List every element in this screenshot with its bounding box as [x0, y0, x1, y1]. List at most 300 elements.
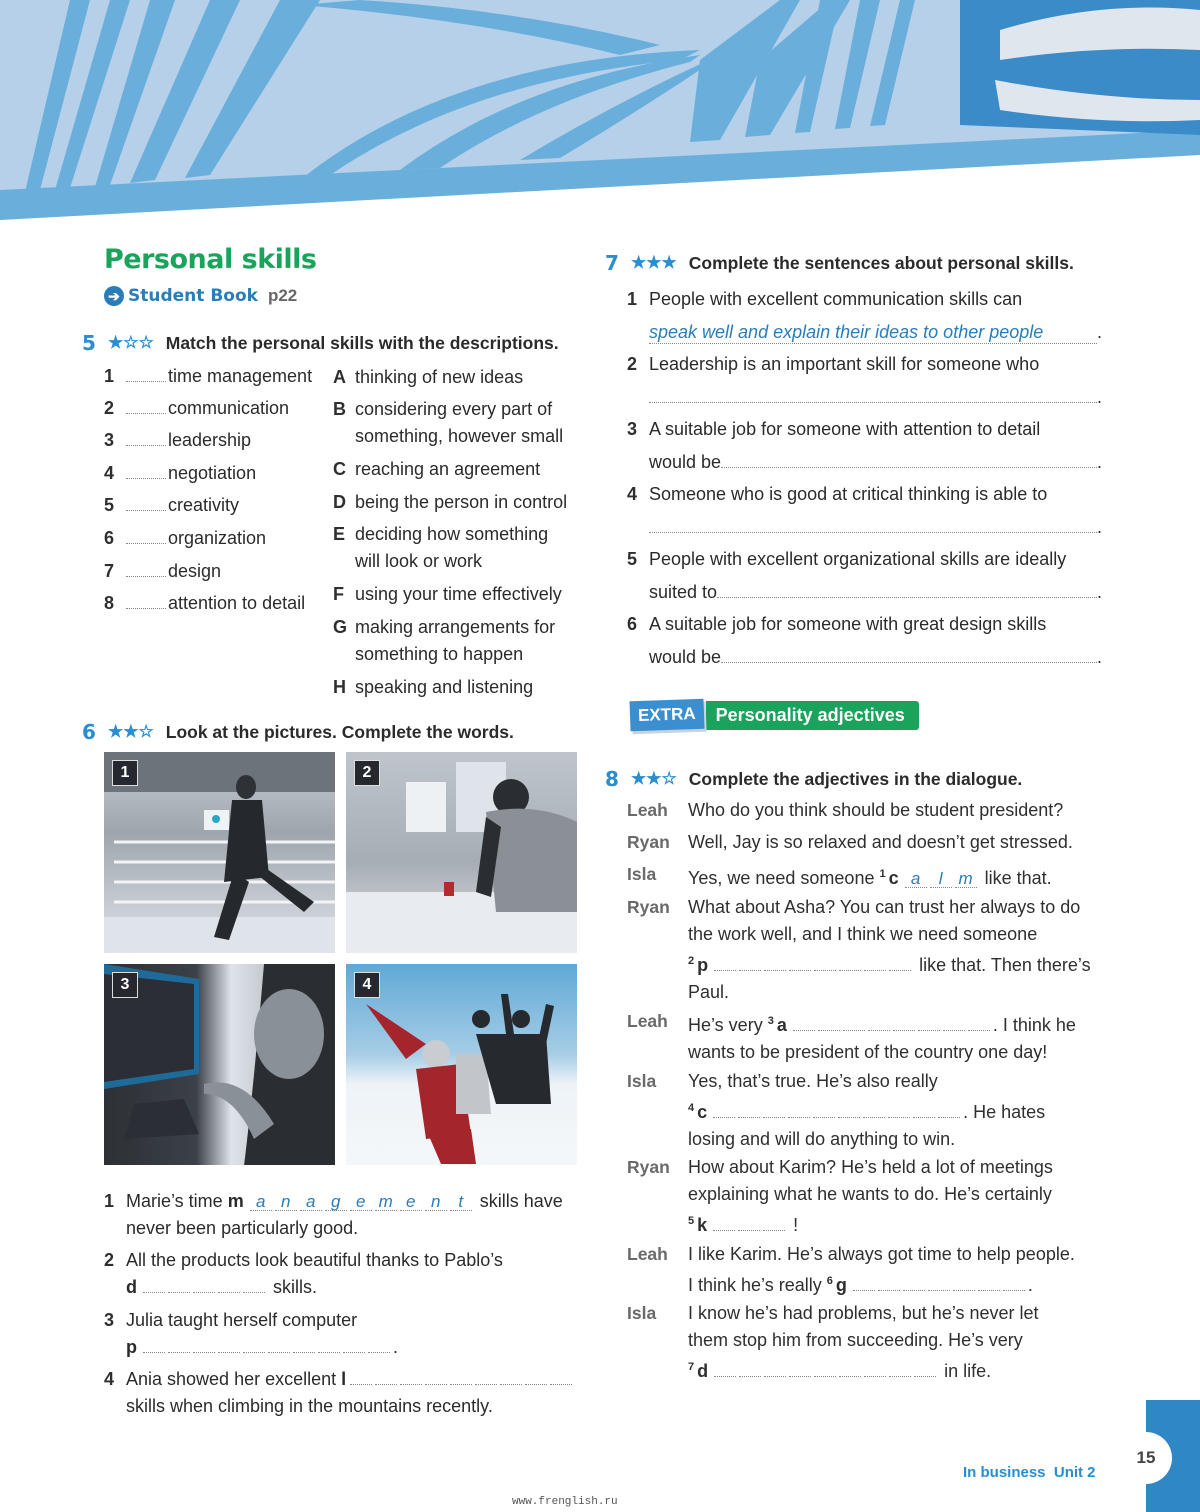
gap-number: 3	[767, 1015, 774, 1027]
extra-section-banner	[630, 700, 919, 730]
answer-letter: a	[905, 871, 927, 888]
description-line: making arrangements for	[355, 617, 556, 637]
letter-blank[interactable]	[218, 1352, 240, 1353]
end-punctuation: .	[1096, 322, 1102, 342]
answer-blank[interactable]	[126, 575, 166, 577]
answer-line[interactable]	[721, 467, 1097, 468]
letter-blank[interactable]	[714, 970, 736, 971]
photo-number-tag: 3	[112, 972, 138, 998]
letter-blank[interactable]	[218, 1292, 240, 1293]
letter-blank[interactable]	[525, 1384, 547, 1385]
star-empty-icon: ☆	[138, 333, 154, 352]
gap-number: 6	[826, 1275, 833, 1287]
dialogue-line	[688, 829, 1108, 856]
answer-blank[interactable]	[126, 477, 166, 479]
answer-letter: n	[425, 1194, 447, 1211]
gap-number: 1	[879, 868, 886, 880]
description-text	[355, 489, 567, 516]
speaker-name: Isla	[627, 864, 657, 884]
photo-number-tag: 1	[112, 760, 138, 786]
difficulty-stars	[631, 770, 677, 788]
star-filled-icon: ★	[631, 769, 647, 788]
description-line: using your time effectively	[355, 584, 562, 604]
description-text	[355, 614, 555, 668]
letter-blank[interactable]	[913, 1117, 935, 1118]
letter-blank[interactable]	[839, 1376, 861, 1377]
letter-blank[interactable]	[788, 1117, 810, 1118]
description-letter: A	[333, 367, 346, 387]
description-letter: B	[333, 399, 346, 419]
letter-blank[interactable]	[953, 1290, 975, 1291]
description-line: something to happen	[355, 644, 524, 664]
skill-item	[104, 561, 221, 582]
item-number: 4	[104, 463, 115, 483]
letter-blank[interactable]	[888, 1117, 910, 1118]
description-letter: D	[333, 492, 346, 512]
description-item	[333, 396, 563, 450]
photo-designer	[346, 752, 577, 953]
sentence-item	[627, 413, 1102, 479]
page-number: 15	[1120, 1432, 1172, 1484]
letter-blank[interactable]	[168, 1292, 190, 1293]
dialogue-text: I like Karim. He’s always got time to help people.	[688, 1244, 1075, 1264]
word-item	[104, 1366, 575, 1420]
description-text	[355, 396, 563, 450]
skill-text: negotiation	[168, 463, 257, 483]
letter-blank[interactable]	[764, 1376, 786, 1377]
letter-blank[interactable]	[350, 1384, 372, 1385]
description-line: being the person in control	[355, 492, 568, 512]
answer-blank[interactable]	[126, 412, 166, 414]
letter-blank[interactable]	[978, 1290, 1000, 1291]
sample-answer: speak well and explain their ideas to other people	[649, 322, 1044, 342]
sentence-text: A suitable job for someone with great design skills	[649, 614, 1047, 634]
letter-blank[interactable]	[243, 1352, 265, 1353]
skill-item	[104, 366, 312, 387]
answer-letter: e	[350, 1194, 372, 1211]
description-item	[333, 364, 523, 391]
letter-blank[interactable]	[864, 1376, 886, 1377]
letter-blank[interactable]	[143, 1352, 165, 1353]
sentence-item	[627, 543, 1102, 609]
dialogue-text: .	[1027, 1275, 1033, 1295]
first-letter: p	[697, 955, 709, 975]
answer-blank[interactable]	[126, 542, 166, 544]
item-number: 5	[104, 495, 115, 515]
letter-blank[interactable]	[1003, 1290, 1025, 1291]
gap-number: 7	[688, 1361, 695, 1373]
item-number: 1	[104, 366, 115, 386]
letter-blank[interactable]	[500, 1384, 522, 1385]
item-number: 5	[627, 549, 638, 569]
dialogue-text: I know he’s had problems, but he’s never let	[688, 1303, 1039, 1323]
letter-blank[interactable]	[863, 1117, 885, 1118]
dialogue-text: Paul.	[688, 982, 730, 1002]
skill-text: leadership	[168, 430, 252, 450]
letter-blank[interactable]	[425, 1384, 447, 1385]
word-item	[104, 1307, 398, 1361]
sentence-text: skills when climbing in the mountains recently.	[126, 1396, 493, 1416]
star-filled-icon: ★	[123, 722, 139, 741]
description-item	[333, 521, 548, 575]
letter-blank[interactable]	[293, 1352, 315, 1353]
section-title: Personal skills	[104, 244, 317, 275]
photo-number-tag: 4	[354, 972, 380, 998]
sentence-item	[627, 283, 1102, 349]
dialogue-text: in life.	[939, 1361, 992, 1381]
answer-letter: m	[375, 1194, 397, 1211]
first-letter: l	[341, 1369, 347, 1389]
answer-letter: n	[275, 1194, 297, 1211]
star-empty-icon: ☆	[138, 722, 154, 741]
letter-blank[interactable]	[763, 1117, 785, 1118]
skill-text: time management	[168, 366, 313, 386]
item-number: 1	[104, 1191, 115, 1211]
letter-blank[interactable]	[903, 1290, 925, 1291]
letter-blank[interactable]	[839, 970, 861, 971]
difficulty-stars	[108, 723, 154, 741]
sentence-text: People with excellent organizational skills are ideally	[649, 549, 1067, 569]
letter-blank[interactable]	[818, 1030, 840, 1031]
letter-blank[interactable]	[814, 1376, 836, 1377]
gap-number: 5	[688, 1215, 695, 1227]
letter-blank[interactable]	[889, 1376, 911, 1377]
exercise-number: 5	[82, 331, 96, 355]
letter-blank[interactable]	[739, 970, 761, 971]
sentence-text: Someone who is good at critical thinking is able to	[649, 484, 1048, 504]
letter-blank[interactable]	[475, 1384, 497, 1385]
dialogue-text: like that.	[979, 868, 1052, 888]
header-banner	[0, 0, 1200, 230]
skill-item	[104, 398, 289, 419]
student-book-reference[interactable]	[104, 286, 297, 306]
sentence-text: Marie’s time	[126, 1191, 228, 1211]
extra-tag: EXTRA	[629, 699, 704, 732]
answer-letter: l	[930, 871, 952, 888]
letter-blank[interactable]	[193, 1292, 215, 1293]
end-punctuation: .	[1096, 647, 1102, 667]
sentence-item	[627, 348, 1102, 414]
first-letter: g	[835, 1275, 847, 1295]
letter-blank[interactable]	[864, 970, 886, 971]
letter-blank[interactable]	[450, 1384, 472, 1385]
word-item	[104, 1247, 503, 1301]
description-item	[333, 489, 567, 516]
star-filled-icon: ★	[646, 769, 662, 788]
dialogue-text: Yes, that’s true. He’s also really	[688, 1071, 938, 1091]
first-letter: p	[126, 1337, 137, 1357]
exercise-number: 6	[82, 720, 96, 744]
answer-blank[interactable]	[126, 607, 166, 609]
climbers-illustration	[346, 964, 577, 1165]
dialogue-text: Who do you think should be student president?	[688, 800, 1064, 820]
difficulty-stars	[108, 334, 154, 352]
answer-letter: m	[955, 871, 977, 888]
star-filled-icon: ★	[108, 333, 124, 352]
exercise-instruction: Complete the sentences about personal skills.	[688, 252, 1074, 273]
star-filled-icon: ★	[108, 722, 124, 741]
running-woman-illustration	[104, 752, 335, 953]
first-letter: c	[888, 868, 899, 888]
description-text	[355, 364, 523, 391]
letter-blank[interactable]	[243, 1292, 265, 1293]
answer-line[interactable]	[649, 532, 1097, 533]
watermark-url: www.frenglish.ru	[512, 1496, 618, 1508]
dialogue-text: the work well, and I think we need someone	[688, 924, 1038, 944]
skill-text: design	[168, 561, 222, 581]
answer-line[interactable]	[649, 321, 1097, 344]
answer-letter: a	[250, 1194, 272, 1211]
description-letter: H	[333, 677, 346, 697]
sentence-text: would be	[649, 647, 722, 667]
letter-blank[interactable]	[893, 1030, 915, 1031]
speaker-name: Isla	[627, 1303, 657, 1323]
star-empty-icon: ☆	[123, 333, 139, 352]
letter-blank[interactable]	[714, 1376, 736, 1377]
sentence-text: Leadership is an important skill for someone who	[649, 354, 1040, 374]
end-punctuation: .	[1096, 387, 1102, 407]
answer-line[interactable]	[649, 402, 1097, 403]
dialogue-text: explaining what he wants to do. He’s certainly	[688, 1184, 1052, 1204]
dialogue-line	[688, 894, 1108, 1006]
item-number: 6	[627, 614, 638, 634]
speaker-name: Ryan	[627, 897, 670, 917]
description-line: something, however small	[355, 426, 564, 446]
dialogue-text: !	[788, 1215, 799, 1235]
dialogue-line	[688, 1154, 1108, 1239]
sentence-text: skills have	[474, 1191, 563, 1211]
skill-item	[104, 430, 251, 451]
first-letter: d	[697, 1361, 709, 1381]
sentence-text: would be	[649, 452, 722, 472]
letter-blank[interactable]	[763, 1230, 785, 1231]
answer-line[interactable]	[717, 597, 1097, 598]
star-filled-icon: ★	[646, 253, 662, 272]
gap-number: 2	[688, 955, 695, 967]
letter-blank[interactable]	[789, 1376, 811, 1377]
star-filled-icon: ★	[631, 253, 647, 272]
letter-blank[interactable]	[814, 970, 836, 971]
letter-blank[interactable]	[868, 1030, 890, 1031]
exercise-5-header	[82, 331, 559, 355]
sentence-item	[627, 608, 1102, 674]
skill-text: organization	[168, 528, 267, 548]
skill-item	[104, 593, 305, 614]
exercise-number: 8	[605, 767, 619, 791]
dialogue-text: wants to be president of the country one day!	[688, 1042, 1048, 1062]
dialogue-line	[688, 797, 1108, 824]
description-text	[355, 521, 548, 575]
description-letter: F	[333, 584, 344, 604]
skill-text: attention to detail	[168, 593, 306, 613]
dialogue-text: Yes, we need someone	[688, 868, 880, 888]
first-letter: k	[697, 1215, 708, 1235]
letter-blank[interactable]	[143, 1292, 165, 1293]
photo-programmer	[104, 964, 335, 1165]
letter-blank[interactable]	[400, 1384, 422, 1385]
end-punctuation: .	[1096, 582, 1102, 602]
item-number: 3	[104, 430, 115, 450]
first-letter: d	[126, 1277, 137, 1297]
description-item	[333, 581, 562, 608]
item-number: 2	[104, 1250, 115, 1270]
item-number: 4	[627, 484, 638, 504]
description-item	[333, 614, 555, 668]
dialogue-text: . I think he	[992, 1015, 1076, 1035]
exercise-number: 7	[605, 251, 619, 275]
letter-blank[interactable]	[738, 1230, 760, 1231]
letter-blank[interactable]	[550, 1384, 572, 1385]
speaker-name: Leah	[627, 800, 668, 820]
exercise-6-header	[82, 720, 514, 744]
speaker-name: Ryan	[627, 832, 670, 852]
letter-blank[interactable]	[889, 970, 911, 971]
item-number: 1	[627, 289, 638, 309]
description-line: thinking of new ideas	[355, 367, 524, 387]
description-line: will look or work	[355, 551, 483, 571]
letter-blank[interactable]	[838, 1117, 860, 1118]
item-number: 7	[104, 561, 115, 581]
letter-blank[interactable]	[943, 1030, 965, 1031]
skill-item	[104, 463, 256, 484]
letter-blank[interactable]	[914, 1376, 936, 1377]
letter-blank[interactable]	[375, 1384, 397, 1385]
answer-blank[interactable]	[126, 444, 166, 446]
student-book-page: p22	[267, 286, 298, 305]
letter-blank[interactable]	[928, 1290, 950, 1291]
difficulty-stars	[631, 254, 677, 272]
letter-blank[interactable]	[713, 1117, 735, 1118]
description-text	[355, 674, 533, 701]
answer-blank[interactable]	[126, 509, 166, 511]
description-line: reaching an agreement	[355, 459, 541, 479]
answer-letter: t	[450, 1194, 472, 1211]
letter-blank[interactable]	[764, 970, 786, 971]
letter-blank[interactable]	[918, 1030, 940, 1031]
dialogue-text: What about Asha? You can trust her always to do	[688, 897, 1081, 917]
description-item	[333, 674, 533, 701]
dialogue-text: losing and will do anything to win.	[688, 1129, 956, 1149]
dialogue-text: How about Karim? He’s held a lot of meetings	[688, 1157, 1053, 1177]
description-line: deciding how something	[355, 524, 549, 544]
item-number: 3	[104, 1310, 115, 1330]
programmer-illustration	[104, 964, 335, 1165]
item-number: 8	[104, 593, 115, 613]
dialogue-line	[688, 1241, 1108, 1299]
extra-title: Personality adjectives	[706, 701, 919, 730]
sentence-text: People with excellent communication skills can	[649, 289, 1023, 309]
item-number: 6	[104, 528, 115, 548]
photo-mountain-climbers	[346, 964, 577, 1165]
photo-number-tag: 2	[354, 760, 380, 786]
dialogue-line	[688, 1300, 1108, 1385]
sentence-text: never been particularly good.	[126, 1218, 359, 1238]
letter-blank[interactable]	[343, 1352, 365, 1353]
answer-blank[interactable]	[126, 380, 166, 382]
letter-blank[interactable]	[713, 1230, 735, 1231]
star-filled-icon: ★	[661, 253, 677, 272]
letter-blank[interactable]	[878, 1290, 900, 1291]
letter-blank[interactable]	[843, 1030, 865, 1031]
sentence-text: A suitable job for someone with attention to detail	[649, 419, 1041, 439]
item-number: 2	[627, 354, 638, 374]
first-letter: m	[227, 1191, 244, 1211]
description-line: considering every part of	[355, 399, 553, 419]
first-letter: c	[697, 1102, 708, 1122]
answer-letter: a	[300, 1194, 322, 1211]
gap-number: 4	[688, 1102, 695, 1114]
answer-letter: e	[400, 1194, 422, 1211]
description-item	[333, 456, 540, 483]
skill-text: creativity	[168, 495, 240, 515]
speaker-name: Leah	[627, 1011, 668, 1031]
dialogue-text: like that. Then there’s	[914, 955, 1091, 975]
description-text	[355, 581, 562, 608]
star-empty-icon: ☆	[661, 769, 677, 788]
word-item	[104, 1188, 563, 1242]
item-number: 4	[104, 1369, 115, 1389]
description-letter: C	[333, 459, 346, 479]
dialogue-text: He’s very	[688, 1015, 768, 1035]
end-punctuation: .	[1096, 517, 1102, 537]
speaker-name: Isla	[627, 1071, 657, 1091]
exercise-instruction: Complete the adjectives in the dialogue.	[688, 768, 1023, 789]
dialogue-line	[688, 1008, 1108, 1066]
letter-blank[interactable]	[853, 1290, 875, 1291]
letter-blank[interactable]	[739, 1376, 761, 1377]
sentence-text: skills.	[268, 1277, 317, 1297]
sentence-text: suited to	[649, 582, 718, 602]
answer-letter: g	[325, 1194, 347, 1211]
arrow-right-circle-icon: ➔	[104, 286, 124, 306]
letter-blank[interactable]	[968, 1030, 990, 1031]
answer-line[interactable]	[721, 662, 1097, 663]
description-letter: G	[333, 617, 348, 637]
letter-blank[interactable]	[318, 1352, 340, 1353]
skill-item	[104, 528, 266, 549]
dialogue-line	[688, 861, 1108, 892]
item-number: 2	[104, 398, 115, 418]
exercise-7-header	[605, 251, 1074, 275]
letter-blank[interactable]	[193, 1352, 215, 1353]
unit-footer: In business Unit 2	[963, 1464, 1096, 1481]
speaker-name: Leah	[627, 1244, 668, 1264]
letter-blank[interactable]	[793, 1030, 815, 1031]
exercise-8-header	[605, 767, 1022, 791]
sentence-item	[627, 478, 1102, 544]
dialogue-text: . He hates	[963, 1102, 1046, 1122]
dialogue-text: I think he’s really	[688, 1275, 827, 1295]
sentence-text: Julia taught herself computer	[126, 1310, 358, 1330]
letter-blank[interactable]	[738, 1117, 760, 1118]
letter-blank[interactable]	[168, 1352, 190, 1353]
speaker-name: Ryan	[627, 1157, 670, 1177]
exercise-instruction: Match the personal skills with the descriptions.	[165, 332, 559, 353]
exercise-instruction: Look at the pictures. Complete the words.	[165, 721, 514, 742]
dialogue-line	[688, 1068, 1108, 1153]
designer-illustration	[346, 752, 577, 953]
skill-text: communication	[168, 398, 290, 418]
student-book-label: Student Book	[128, 286, 258, 306]
letter-blank[interactable]	[813, 1117, 835, 1118]
letter-blank[interactable]	[368, 1352, 390, 1353]
sentence-text: All the products look beautiful thanks to Pablo’s	[126, 1250, 503, 1270]
letter-blank[interactable]	[938, 1117, 960, 1118]
letter-blank[interactable]	[789, 970, 811, 971]
letter-blank[interactable]	[268, 1352, 290, 1353]
dialogue-text: them stop him from succeeding. He’s very	[688, 1330, 1023, 1350]
dialogue-text: Well, Jay is so relaxed and doesn’t get stressed.	[688, 832, 1073, 852]
